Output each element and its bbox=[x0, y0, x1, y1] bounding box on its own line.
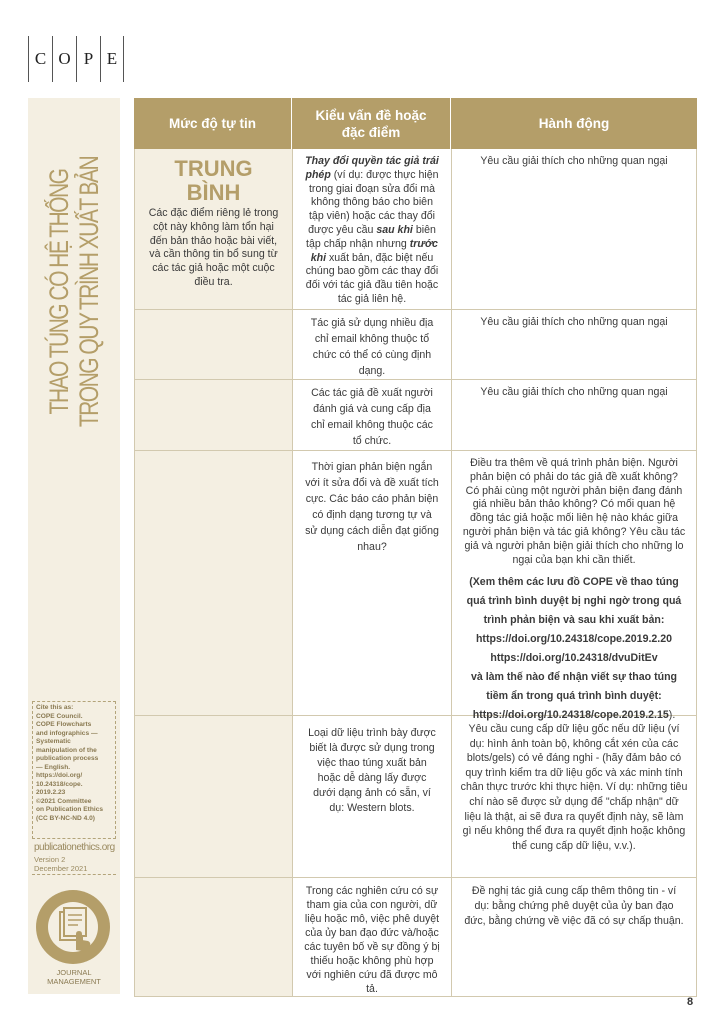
issue-cell: Loại dữ liệu trình bày được biết là được sử dụng trong việc thao túng xuất bản hoặc dễ dàng lấy được dưới dạng ảnh có sẵn, ví dụ: Western blots. bbox=[292, 716, 451, 877]
issue-cell: Các tác giả đề xuất người đánh giá và cung cấp địa chỉ email không thuộc các tổ chức. bbox=[292, 380, 451, 450]
header-issue-type: Kiểu vấn đề hoặc đặc điểm bbox=[292, 98, 451, 149]
version-date: December 2021 bbox=[34, 864, 88, 873]
reference-link[interactable]: https://doi.org/10.24318/dvuDitEv bbox=[490, 652, 658, 665]
issue-text: biên tập chấp nhận nhưng bbox=[306, 223, 436, 250]
cite-line[interactable]: https://doi.org/ bbox=[36, 772, 83, 779]
confidence-cell bbox=[134, 310, 292, 379]
reference-text: (Xem thêm các lưu đồ COPE về thao túng quá trình bình duyệt bị nghi ngờ trong quá trình phản biện và sau khi xuất bản: bbox=[466, 576, 682, 627]
table-row bbox=[134, 451, 697, 722]
cite-line: (CC BY-NC-ND 4.0) bbox=[36, 814, 95, 822]
sidebar-title-line-2: TRONG QUY TRÌNH XUẤT BẢN bbox=[74, 156, 104, 428]
action-cell: Yêu cầu giải thích cho những quan ngại bbox=[451, 380, 697, 450]
category-label bbox=[28, 968, 120, 986]
sidebar bbox=[28, 98, 120, 994]
sidebar-title-line-1: THAO TÚNG CÓ HỆ THỐNG bbox=[44, 169, 74, 415]
reference-link[interactable]: https://doi.org/10.24318/cope.2019.2.20 bbox=[475, 633, 673, 646]
issue-emphasis: Thay đổi quyền tác giả trái phép bbox=[305, 155, 439, 181]
header-confidence-level: Mức độ tự tin bbox=[134, 98, 292, 149]
reference-link[interactable]: https://doi.org/10.24318/cope.2019.2.15 bbox=[472, 709, 669, 722]
cite-line: and infographics — bbox=[36, 729, 98, 737]
reference-block bbox=[462, 573, 686, 725]
version-info bbox=[34, 855, 87, 873]
logo-letter: C bbox=[28, 36, 52, 82]
action-cell: Yêu cầu giải thích cho những quan ngại bbox=[451, 310, 697, 379]
issue-emphasis: trước khi bbox=[310, 237, 438, 264]
confidence-table bbox=[134, 98, 697, 997]
confidence-level: TRUNG BÌNH bbox=[174, 156, 253, 205]
cite-line[interactable]: 2019.2.23 bbox=[36, 789, 66, 796]
cite-line: Cite this as: bbox=[36, 704, 74, 711]
confidence-cell bbox=[134, 451, 292, 715]
cope-logo bbox=[28, 36, 124, 82]
action-cell: Yêu cầu cung cấp dữ liệu gốc nếu dữ liệu (ví dụ: hình ảnh toàn bộ, không cắt xén của các blots/gels) có vẻ đáng nghi - (hãy đảm bảo có quy trình kiểm tra dữ liệu gốc và xác minh tính chân thực trước khi thực hiện. Ví dụ: những tiêu chí nào sẽ được sử dụng để "chấp nhận" dữ liệu là thật, ai sẽ đưa ra quyết định này, sẽ làm gì nếu không thể đưa ra quyết định hoặc không thể cung cấp dữ liệu, v.v.). bbox=[451, 716, 697, 877]
cite-line: publication process bbox=[36, 755, 99, 762]
action-cell bbox=[451, 451, 697, 722]
category-line-2: MANAGEMENT bbox=[47, 977, 101, 986]
confidence-cell bbox=[134, 878, 292, 996]
cite-line: ©2021 Committee bbox=[36, 797, 92, 805]
issue-emphasis: sau khi bbox=[376, 223, 413, 236]
action-cell: Đề nghị tác giả cung cấp thêm thông tin - ví dụ: bằng chứng phê duyệt của ủy ban đạo đức, bằng chứng về việc đã có sự chấp thuận. bbox=[451, 878, 697, 996]
site-link[interactable]: publicationethics.org bbox=[34, 842, 115, 853]
cite-line: on Publication Ethics bbox=[36, 806, 104, 813]
confidence-cell bbox=[134, 149, 292, 309]
table-row bbox=[134, 716, 697, 878]
cite-line: — English. bbox=[36, 763, 71, 771]
issue-cell: Tác giả sử dụng nhiều địa chỉ email không thuộc tổ chức có thể có cùng định dạng. bbox=[292, 310, 451, 379]
confidence-cell bbox=[134, 380, 292, 450]
version-label: Version 2 bbox=[34, 855, 66, 864]
page-number: 8 bbox=[687, 996, 694, 1008]
reference-text: và làm thế nào để nhận viết sự thao túng tiềm ẩn trong quá trình bình duyệt: bbox=[470, 671, 678, 703]
issue-cell: Trong các nghiên cứu có sự tham gia của con người, dữ liệu hoặc mô, việc phê duyệt của ủy ban đạo đức và/hoặc các tuyên bố về sự đồng ý bị thiếu hoặc không phù hợp với nghiên cứu đã được mô tả. bbox=[292, 878, 451, 996]
issue-text: xuất bản, đặc biệt nếu chúng bao gồm các thay đổi đối với tác giả đầu tiên hoặc tác giả liên hệ. bbox=[305, 251, 439, 305]
citation-box bbox=[32, 701, 116, 839]
table-row bbox=[134, 380, 697, 451]
table-row bbox=[134, 878, 697, 997]
logo-letter: E bbox=[100, 36, 124, 82]
cite-line: Systematic bbox=[36, 738, 71, 745]
sidebar-title bbox=[28, 112, 120, 472]
journal-management-icon bbox=[36, 890, 110, 964]
issue-cell bbox=[292, 149, 451, 309]
table-row bbox=[134, 310, 697, 380]
reference-end: ). bbox=[668, 709, 676, 722]
confidence-cell bbox=[134, 716, 292, 877]
cite-line[interactable]: 10.24318/cope. bbox=[36, 780, 83, 788]
table-row bbox=[134, 149, 697, 310]
category-line-1: JOURNAL bbox=[56, 968, 92, 977]
header-action: Hành động bbox=[538, 116, 610, 131]
logo-letter: P bbox=[76, 36, 100, 82]
action-cell: Yêu cầu giải thích cho những quan ngại bbox=[451, 149, 697, 309]
confidence-description: Các đặc điểm riêng lẻ trong cột này không làm tổn hại đến bản thảo hoặc bài viết, và cần thông tin bổ sung từ các tác giả hoặc một cuộc điều tra. bbox=[148, 207, 279, 288]
action-text: Điều tra thêm về quá trình phản biện. Người phản biện có phải do tác giả đề xuất không? Có phải cùng một người phản biện đang đánh giá nhiều bản thảo không? Có mối quan hệ đồng tác giả hoặc mối liên hệ nào khác giữa người phản biện và tác giả không? Yêu cầu tác giả và người phản biện giải thích cho những lo ngại của bạn khi cần thiết. bbox=[462, 457, 686, 566]
cite-line: manipulation of the bbox=[36, 746, 97, 754]
table-header bbox=[134, 98, 697, 149]
issue-text: (ví dụ: được thực hiện trong giai đoạn sửa đổi mà không thông báo cho biên tập viên) hoặc các thay đổi được yêu cầu bbox=[308, 168, 439, 236]
cite-line: COPE Flowcharts bbox=[36, 721, 92, 728]
logo-letter: O bbox=[52, 36, 76, 82]
cite-line: COPE Council. bbox=[36, 712, 83, 720]
issue-cell: Thời gian phản biện ngắn với ít sửa đổi và đề xuất tích cực. Các báo cáo phản biện có định dạng tương tự và sử dụng cách diễn đạt giống nhau? bbox=[292, 451, 451, 715]
divider bbox=[32, 874, 116, 875]
